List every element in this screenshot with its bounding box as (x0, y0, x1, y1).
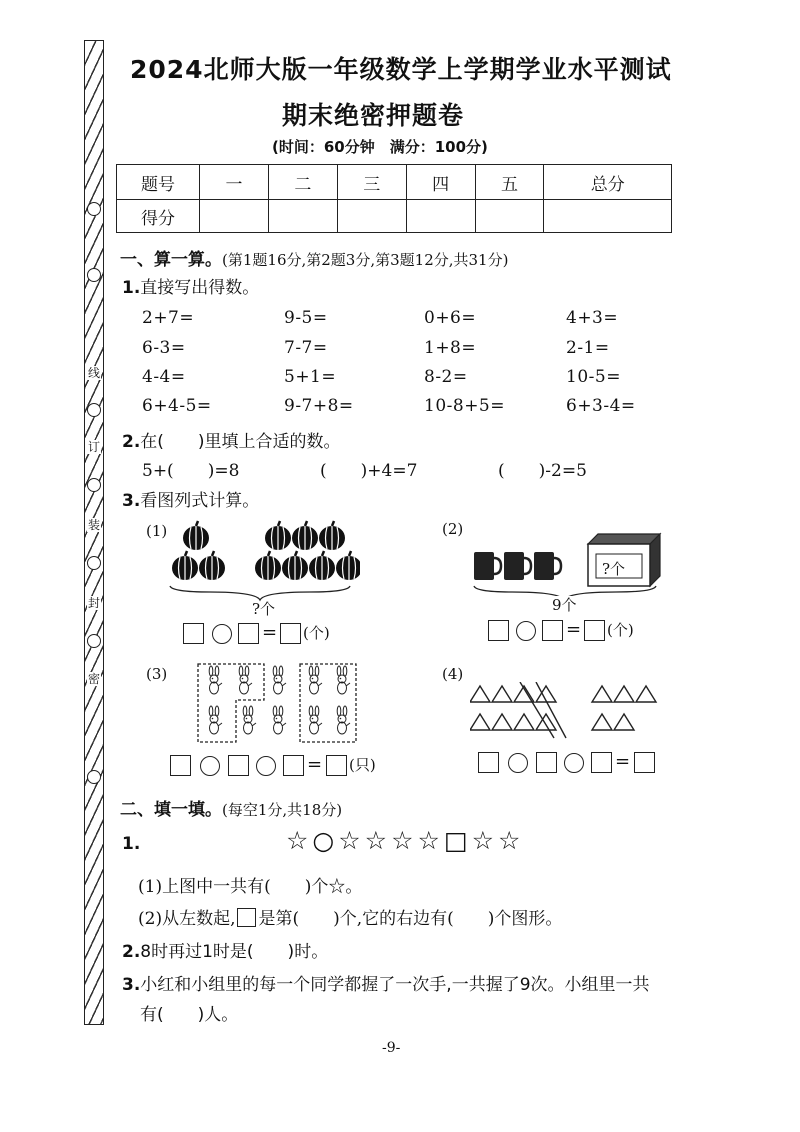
binding-hole (87, 202, 101, 216)
shape-sequence (286, 826, 524, 855)
operator-circle[interactable] (564, 753, 584, 773)
q1-2-number: 2. (122, 432, 141, 452)
pumpkin-icon (282, 551, 308, 580)
triangles-picture (470, 682, 660, 742)
exam-title: 2024北师大版一年级数学上学期学业水平测试 (130, 55, 672, 84)
q1-3-number: 3. (122, 491, 141, 511)
answer-box[interactable] (488, 620, 509, 641)
triangle-icon (636, 686, 656, 702)
rabbit-icon (273, 666, 286, 694)
triangle-icon (492, 714, 512, 730)
section-1-heading (120, 245, 508, 270)
q3-part2-brace-label: 9个 (552, 596, 577, 614)
score-row-label: 得分 (117, 200, 200, 233)
section-2-note: (每空1分,共18分) (222, 801, 343, 819)
binding-hole (87, 770, 101, 784)
pumpkin-icon (265, 521, 291, 550)
dashed-group (198, 664, 264, 742)
equation[interactable]: 2-1= (566, 338, 610, 358)
page-number: -9- (382, 1040, 401, 1056)
score-cell[interactable] (544, 200, 672, 233)
section-2-title: 二、填一填。 (120, 800, 222, 820)
triangle-icon (592, 686, 612, 702)
answer-box[interactable] (326, 755, 347, 776)
equation[interactable]: 0+6= (424, 308, 477, 328)
operator-circle[interactable] (200, 756, 220, 776)
q2-1-sub1[interactable]: (1)上图中一共有( )个☆。 (138, 877, 363, 897)
rabbit-icon (337, 666, 350, 694)
cups-picture (468, 530, 664, 596)
q3-part1-label: (1) (146, 522, 168, 540)
equation[interactable]: 8-2= (424, 367, 468, 387)
binding-hole (87, 268, 101, 282)
fill-blank-equation[interactable]: 5+( )=8 (142, 461, 240, 481)
triangle-icon (514, 714, 534, 730)
rabbit-icon (337, 706, 350, 734)
rabbit-icon (309, 706, 322, 734)
q1-1-text: 直接写出得数。 (140, 278, 260, 298)
answer-box[interactable] (478, 752, 499, 773)
rabbit-icon (209, 666, 222, 694)
star-icon: ☆ (497, 826, 525, 855)
pumpkin-icon (183, 521, 209, 550)
answer-box[interactable] (170, 755, 191, 776)
unit-label: (个) (303, 624, 330, 642)
answer-box[interactable] (280, 623, 301, 644)
margin-mark-bind: 订 (87, 440, 100, 454)
score-header-4: 四 (406, 165, 475, 200)
star-icon: ☆ (286, 826, 313, 855)
q3-part1-brace-label: ?个 (252, 600, 276, 618)
answer-box[interactable] (536, 752, 557, 773)
pumpkin-icon (255, 551, 281, 580)
cup-icon (474, 552, 501, 580)
section-1-note: (第1题16分,第2题3分,第3题12分,共31分) (222, 251, 509, 269)
answer-box[interactable] (542, 620, 563, 641)
unit-label: (个) (607, 621, 634, 639)
q3-part4-label: (4) (442, 665, 464, 683)
answer-box[interactable] (228, 755, 249, 776)
rabbit-icon (209, 706, 222, 734)
q2-3-line2[interactable]: 有( )人。 (140, 1005, 239, 1025)
rabbits-picture (196, 660, 362, 746)
q2-1-sub2-start: (2)从左数起, (138, 909, 236, 929)
q3-part3-label: (3) (146, 665, 168, 683)
pumpkin-icon (319, 521, 345, 550)
pumpkin-icon (309, 551, 335, 580)
exam-subtitle: 期末绝密押题卷 (282, 101, 465, 130)
rabbit-icon (309, 666, 322, 694)
margin-mark-secret: 密 (87, 672, 100, 686)
equation[interactable]: 9-5= (284, 308, 328, 328)
score-header-total: 总分 (544, 165, 672, 200)
equation[interactable]: 1+8= (424, 338, 477, 358)
answer-box[interactable] (634, 752, 655, 773)
equals-sign: = (615, 751, 631, 772)
q1-3-text: 看图列式计算。 (140, 491, 260, 511)
operator-circle[interactable] (516, 621, 536, 641)
equation[interactable]: 6+4-5= (142, 396, 212, 416)
equals-sign: = (262, 622, 278, 643)
equation[interactable]: 7-7= (284, 338, 328, 358)
unit-label: (只) (349, 756, 376, 774)
triangle-icon (470, 714, 490, 730)
binding-hole (87, 556, 101, 570)
binding-hole (87, 634, 101, 648)
equation[interactable]: 2+7= (142, 308, 195, 328)
star-icon: ☆ (391, 826, 418, 855)
rabbit-icon (273, 706, 286, 734)
triangle-icon (592, 714, 612, 730)
q2-1-number: 1. (122, 834, 141, 854)
operator-circle[interactable] (508, 753, 528, 773)
q1-1-prompt (122, 273, 259, 298)
score-cell[interactable] (475, 200, 544, 233)
equation[interactable]: 6-3= (142, 338, 186, 358)
score-cell[interactable] (268, 200, 337, 233)
equation[interactable]: 9-7+8= (284, 396, 354, 416)
triangle-icon (614, 686, 634, 702)
binding-hole (87, 478, 101, 492)
q1-2-prompt (122, 427, 341, 452)
equation[interactable]: 5+1= (284, 367, 337, 387)
margin-mark-line: 线 (87, 366, 100, 380)
answer-box[interactable] (183, 623, 204, 644)
exam-time-info: (时间：60分钟 满分：100分) (272, 138, 488, 156)
equals-sign: = (307, 754, 323, 775)
pumpkin-icon (199, 551, 225, 580)
cup-icon (504, 552, 531, 580)
q1-2-text: 在( )里填上合适的数。 (140, 432, 341, 452)
answer-box[interactable] (283, 755, 304, 776)
equation[interactable]: 4+3= (566, 308, 619, 328)
score-header-5: 五 (475, 165, 544, 200)
circle-icon: ○ (312, 826, 339, 855)
star-icon: ☆ (471, 826, 498, 855)
fill-blank-equation[interactable]: ( )+4=7 (320, 461, 418, 481)
answer-box[interactable] (238, 623, 259, 644)
score-cell[interactable] (406, 200, 475, 233)
q2-3-line1: 小红和小组里的每一个同学都握了一次手,一共握了9次。小组里一共 (140, 975, 650, 995)
section-1-title: 一、算一算。 (120, 250, 222, 270)
score-header-3: 三 (337, 165, 406, 200)
margin-mark-pack: 装 (87, 518, 100, 532)
square-icon (237, 908, 256, 927)
margin-mark-seal: 封 (87, 596, 100, 610)
answer-box[interactable] (584, 620, 605, 641)
q2-1-sub2[interactable] (138, 904, 562, 929)
q2-2-prompt[interactable] (122, 937, 328, 962)
star-icon: ☆ (364, 826, 392, 855)
equation[interactable]: 6+3-4= (566, 396, 636, 416)
pumpkin-icon (292, 521, 318, 550)
cup-icon (534, 552, 561, 580)
equation[interactable]: 4-4= (142, 367, 186, 387)
equation[interactable]: 10-5= (566, 367, 621, 387)
q1-1-number: 1. (122, 278, 141, 298)
equals-sign: = (566, 619, 582, 640)
triangle-icon (614, 714, 634, 730)
triangle-icon (470, 686, 490, 702)
q2-2-text: 8时再过1时是( )时。 (140, 942, 329, 962)
score-cell[interactable] (200, 200, 269, 233)
score-cell[interactable] (337, 200, 406, 233)
rabbit-icon (243, 706, 256, 734)
operator-circle[interactable] (212, 624, 232, 644)
star-icon: ☆ (338, 826, 365, 855)
square-icon: □ (443, 826, 472, 855)
q2-3-number: 3. (122, 975, 141, 995)
q2-3-prompt (122, 970, 650, 995)
q2-2-number: 2. (122, 942, 141, 962)
pumpkin-icon (336, 551, 360, 580)
score-header-1: 一 (200, 165, 269, 200)
operator-circle[interactable] (256, 756, 276, 776)
triangle-icon (536, 714, 556, 730)
binding-hole (87, 403, 101, 417)
fill-blank-equation[interactable]: ( )-2=5 (498, 461, 587, 481)
pumpkin-icon (172, 551, 198, 580)
q3-part2-label: (2) (442, 520, 464, 538)
q2-1-sub2-end: 是第( )个,它的右边有( )个图形。 (258, 909, 563, 929)
section-2-heading (120, 795, 342, 820)
equation[interactable]: 10-8+5= (424, 396, 505, 416)
rabbit-icon (239, 666, 252, 694)
triangle-icon (492, 686, 512, 702)
score-table (116, 164, 672, 233)
dashed-group (300, 664, 356, 742)
binding-marks (84, 0, 104, 1132)
q1-3-prompt (122, 486, 259, 511)
score-header-label: 题号 (117, 165, 200, 200)
score-header-2: 二 (268, 165, 337, 200)
answer-box[interactable] (591, 752, 612, 773)
star-icon: ☆ (417, 826, 444, 855)
box-question-label: ?个 (602, 560, 626, 578)
